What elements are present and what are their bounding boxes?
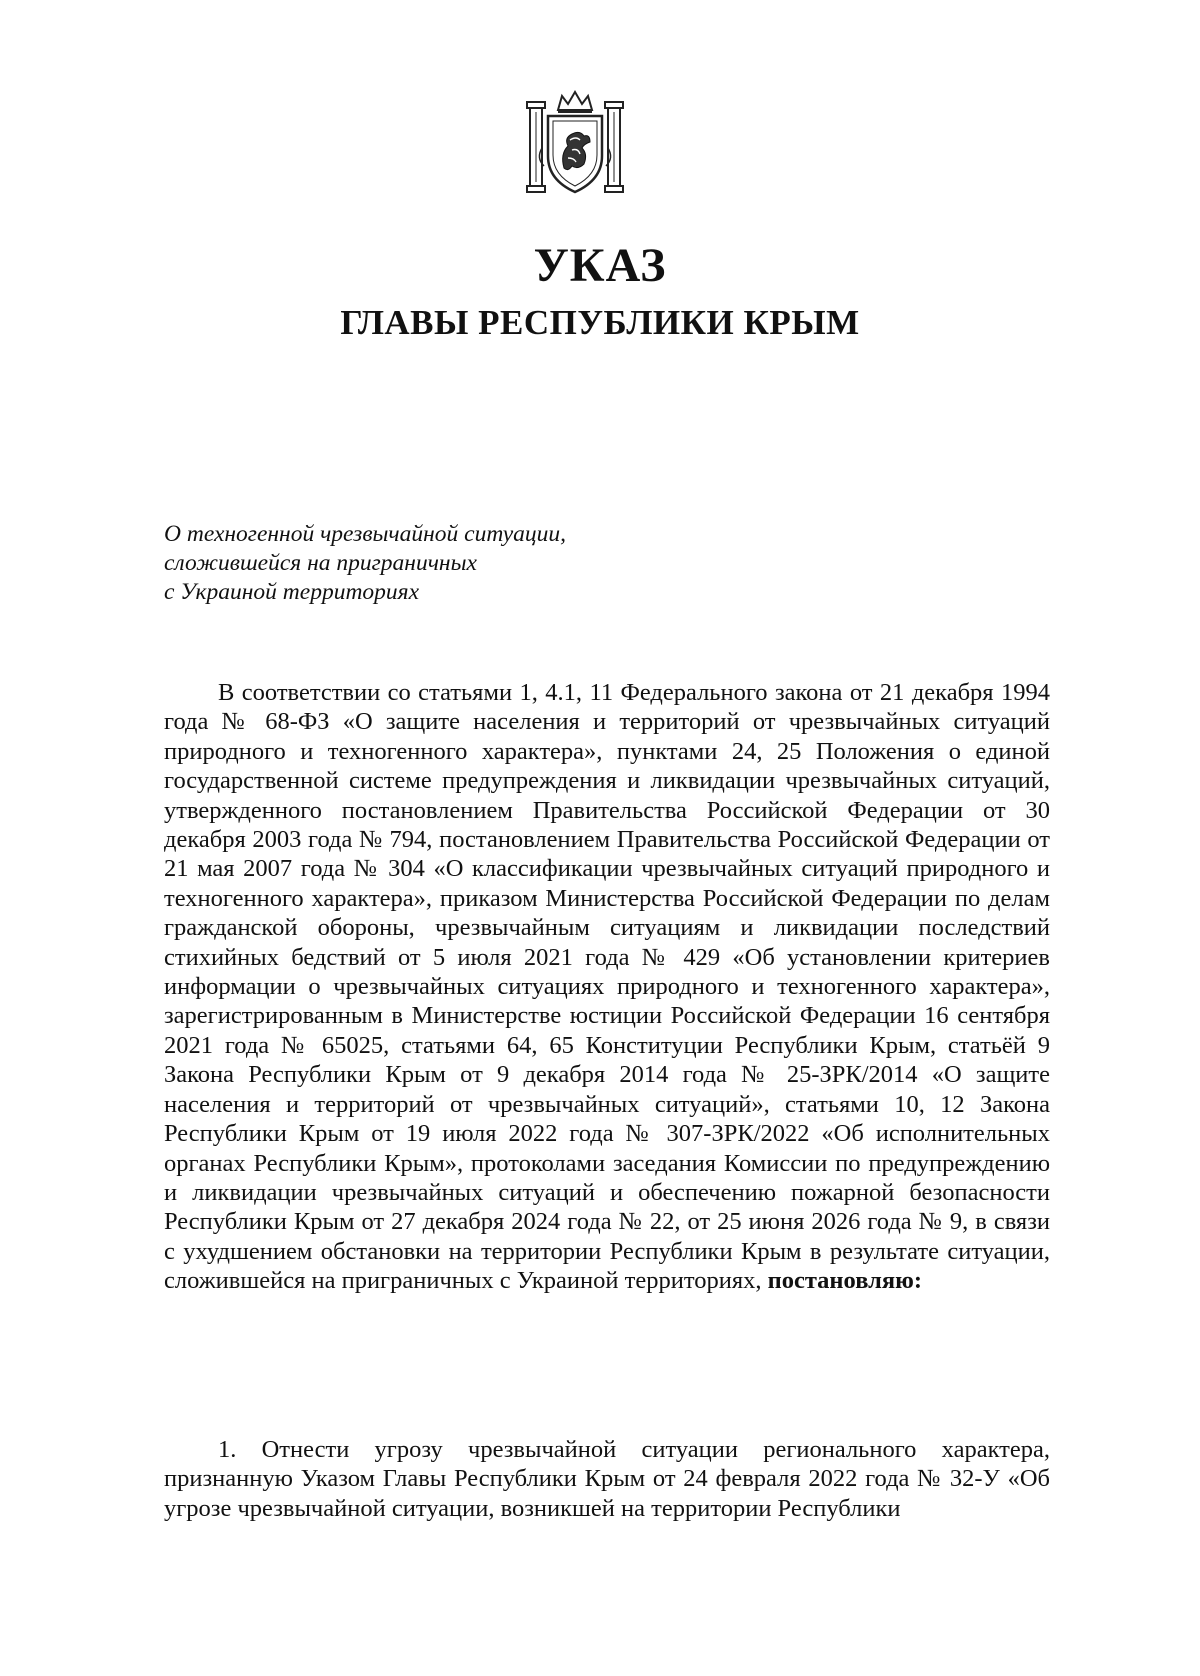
subject-line: сложившейся на приграничных — [164, 550, 477, 576]
preamble-text: В соответствии со статьями 1, 4.1, 11 Федерального закона от 21 декабря 1994 года № 68-ФЗ «О защите населения и территорий от чрезвычайных ситуаций природного и техногенного характера», пунктами 24, 25 Положения о единой государственной системе предупреждения и ликвидации чрезвычайных ситуаций, утвержденного постановлением Правительства Российской Федерации от 30 декабря 2003 года № 794, постановлением Правительства Российской Федерации от 21 мая 2007 года № 304 «О классификации чрезвычайных ситуаций природного и техногенного характера», приказом Министерства Российской Федерации по делам гражданской обороны, чрезвычайным ситуациям и ликвидации последствий стихийных бедствий от 5 июля 2021 года № 429 «Об установлении критериев информации о чрезвычайных ситуациях природного и техногенного характера», зарегистрированным в Министерстве юстиции Российской Федерации 16 сентября 2021 года № 65025, статьями 64, 65 Конституции Республики Крым, статьёй 9 Закона Республики Крым от 9 декабря 2014 года № 25-ЗРК/2014 «О защите населения и территорий от чрезвычайных ситуаций», статьями 10, 12 Закона Республики Крым от 19 июля 2022 года № 307-ЗРК/2022 «Об исполнительных органах Республики Крым», протоколами заседания Комиссии по предупреждению и ликвидации чрезвычайных ситуаций и обеспечению пожарной безопасности Республики Крым от 27 декабря 2024 года № 22, от 25 июня 2026 года № 9, в связи с ухудшением обстановки на территории Республики Крым в результате ситуации, сложившейся на приграничных с Украиной территориях, — [164, 679, 1050, 1295]
crimea-coat-of-arms-icon — [524, 88, 626, 196]
clause-1-text: 1. Отнести угрозу чрезвычайной ситуации регионального характера, признанную Указом Главы Республики Крым от 24 февраля 2022 года № 32-У «Об угрозе чрезвычайной ситуации, возникшей на территории Республики — [164, 1436, 1050, 1522]
subject-line: с Украиной территориях — [164, 579, 420, 605]
document-title: УКАЗ — [533, 239, 667, 292]
decree-verb: постановляю: — [767, 1267, 922, 1295]
clause-1-paragraph — [164, 1435, 1050, 1523]
decree-subject — [164, 520, 566, 607]
document-subtitle: ГЛАВЫ РЕСПУБЛИКИ КРЫМ — [340, 303, 860, 342]
subject-line: О техногенной чрезвычайной ситуации, — [164, 521, 567, 547]
preamble-paragraph — [164, 678, 1050, 1296]
